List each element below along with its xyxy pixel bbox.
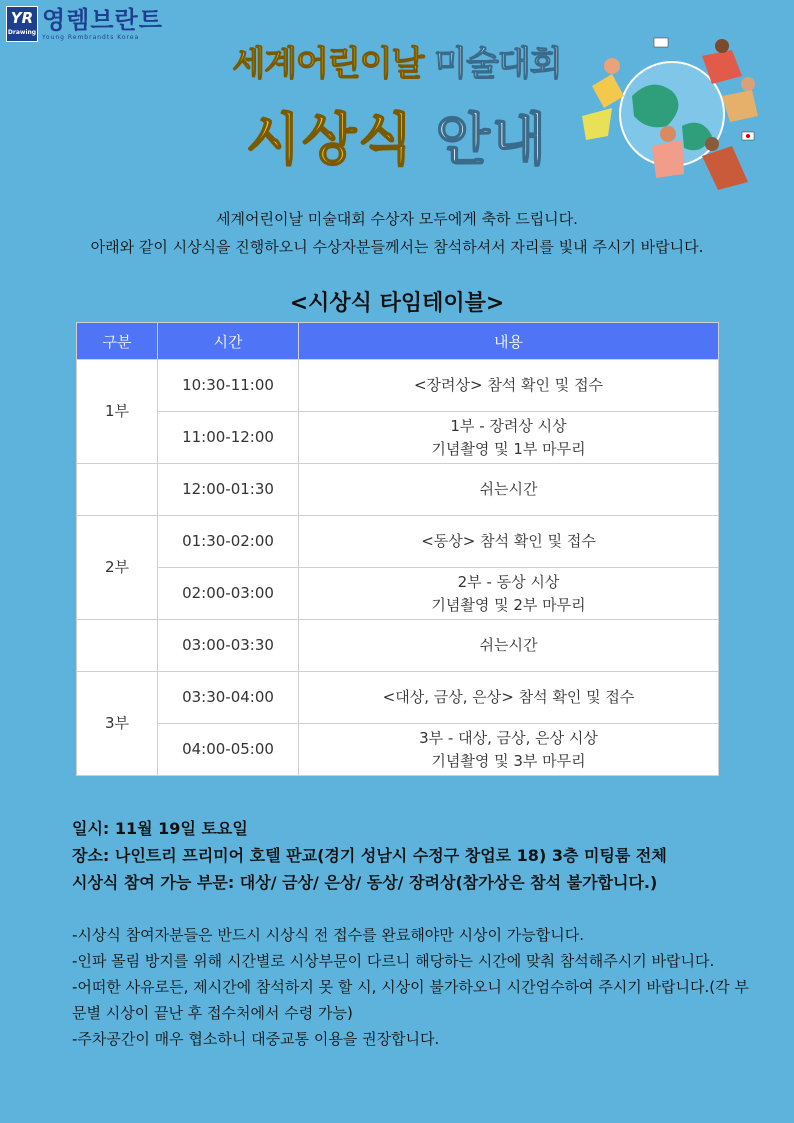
content-cell: <동상> 참석 확인 및 접수: [299, 516, 719, 568]
event-venue: 장소: 나인트리 프리미어 호텔 판교(경기 성남시 수정구 창업로 18) 3층 미팅룸 전체: [72, 846, 667, 865]
timetable: [76, 322, 719, 776]
time-cell: 03:00-03:30: [158, 620, 299, 672]
notes-list: [72, 922, 752, 1052]
time-cell: 10:30-11:00: [158, 360, 299, 412]
content-cell: 1부 - 장려상 시상 기념촬영 및 1부 마무리: [299, 412, 719, 464]
table-row: [77, 464, 719, 516]
event-info: [72, 815, 667, 896]
header-time: 시간: [158, 323, 299, 360]
logo-subtitle: Young Rembrandts Korea: [42, 34, 140, 41]
table-row: [77, 724, 719, 776]
table-row: [77, 568, 719, 620]
logo-badge: YR Drawing: [6, 6, 38, 42]
note-item: -인파 몰림 방지를 위해 시간별로 시상부문이 다르니 해당하는 시간에 맞춰 참석해주시기 바랍니다.: [72, 952, 715, 970]
content-cell: 2부 - 동상 시상 기념촬영 및 2부 마무리: [299, 568, 719, 620]
table-row: [77, 360, 719, 412]
section-cell: [77, 464, 158, 516]
title-line-1: 세계어린이날 미술대회: [232, 44, 562, 84]
content-cell: <장려상> 참석 확인 및 접수: [299, 360, 719, 412]
time-cell: 11:00-12:00: [158, 412, 299, 464]
content-cell: 쉬는시간: [299, 464, 719, 516]
timetable-title: <시상식 타임테이블>: [289, 291, 505, 316]
note-item: -어떠한 사유로든, 제시간에 참석하지 못 할 시, 시상이 불가하오니 시간엄수하여 주시기 바랍니다.(각 부문별 시상이 끝난 후 접수처에서 수령 가능): [72, 978, 749, 1022]
header-section: 구분: [77, 323, 158, 360]
title-line-2: 시상식 안내: [246, 108, 548, 173]
time-cell: 01:30-02:00: [158, 516, 299, 568]
table-row: [77, 620, 719, 672]
content-cell: 쉬는시간: [299, 620, 719, 672]
header-content: 내용: [299, 323, 719, 360]
content-cell: 3부 - 대상, 금상, 은상 시상 기념촬영 및 3부 마무리: [299, 724, 719, 776]
logo-name: 영렘브란트: [42, 6, 163, 34]
section-cell: 1부: [77, 360, 158, 464]
time-cell: 03:30-04:00: [158, 672, 299, 724]
time-cell: 12:00-01:30: [158, 464, 299, 516]
content-cell: <대상, 금상, 은상> 참석 확인 및 접수: [299, 672, 719, 724]
note-item: -주차공간이 매우 협소하니 대중교통 이용을 권장합니다.: [72, 1030, 440, 1048]
intro-text: 세계어린이날 미술대회 수상자 모두에게 축하 드립니다. 아래와 같이 시상식을 진행하오니 수상자분들께서는 참석하셔서 자리를 빛내 주시기 바랍니다.: [90, 210, 704, 256]
children-globe-illustration: [572, 36, 772, 196]
note-item: -시상식 참여자분들은 반드시 시상식 전 접수를 완료해야만 시상이 가능합니다.: [72, 926, 585, 944]
event-date: 일시: 11월 19일 토요일: [72, 819, 248, 838]
section-cell: 2부: [77, 516, 158, 620]
section-cell: 3부: [77, 672, 158, 776]
event-categories: 시상식 참여 가능 부문: 대상/ 금상/ 은상/ 동상/ 장려상(참가상은 참석 불가합니다.): [72, 873, 658, 892]
table-row: [77, 672, 719, 724]
section-cell: [77, 620, 158, 672]
table-row: [77, 412, 719, 464]
table-row: [77, 516, 719, 568]
time-cell: 04:00-05:00: [158, 724, 299, 776]
time-cell: 02:00-03:00: [158, 568, 299, 620]
